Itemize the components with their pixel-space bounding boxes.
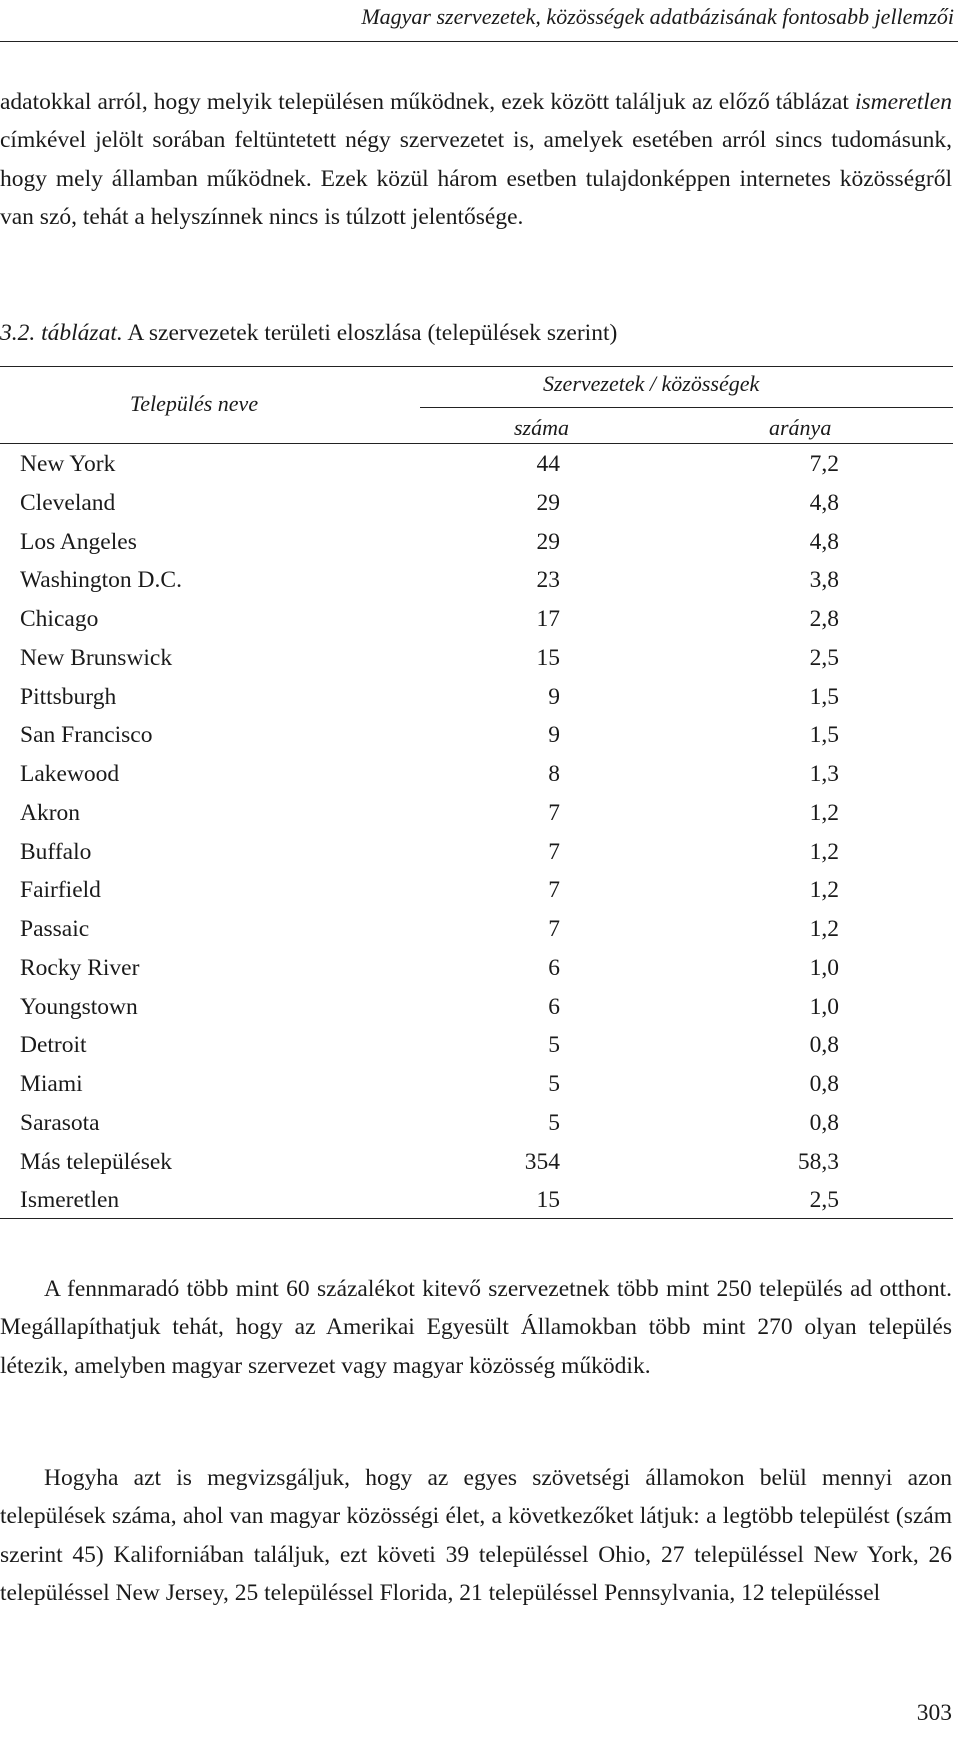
- city-cell: Más települések: [20, 1148, 173, 1175]
- table-row: [0, 716, 953, 755]
- city-cell: Passaic: [20, 916, 90, 942]
- count-cell: 15: [536, 644, 560, 671]
- header-count: száma: [514, 415, 570, 440]
- share-cell: 1,2: [809, 838, 839, 865]
- count-cell: 7: [548, 799, 560, 826]
- share-cell: 1,0: [809, 954, 839, 981]
- intro-text-1: adatokkal arról, hogy melyik településen működnek, ezek között találjuk az előző táblázat: [0, 89, 855, 115]
- city-cell: Chicago: [20, 606, 99, 632]
- table-row: [0, 678, 953, 717]
- city-cell: Pittsburgh: [20, 683, 117, 710]
- city-cell: Fairfield: [20, 877, 101, 904]
- count-cell: 15: [536, 1187, 560, 1214]
- city-cell: Washington D.C.: [20, 567, 182, 594]
- table-row: [0, 833, 953, 872]
- count-cell: 7: [548, 877, 560, 904]
- count-cell: 23: [536, 567, 560, 594]
- table-row: [0, 484, 953, 523]
- header-rule: [0, 41, 958, 42]
- table-row: [0, 1181, 953, 1220]
- share-cell: 2,5: [809, 1187, 839, 1214]
- share-cell: 1,5: [809, 722, 839, 749]
- table-row: [0, 445, 953, 484]
- city-cell: Cleveland: [20, 489, 116, 516]
- body-paragraph-1: A fennmaradó több mint 60 százalékot kitevő szervezetnek több mint 250 település ad otthont. Megállapíthatjuk tehát, hogy az Amerikai Egyesült Államokban több mint 270 olyan település létezik, amelyben magyar szervezet vagy magyar közösség működik.: [0, 1276, 952, 1379]
- city-cell: New Brunswick: [20, 644, 173, 671]
- share-cell: 58,3: [797, 1148, 839, 1175]
- table-caption-title: A szervezetek területi eloszlása (települések szerint): [122, 320, 618, 346]
- table-row: [0, 639, 953, 678]
- count-cell: 7: [548, 916, 560, 942]
- share-cell: 1,2: [809, 916, 839, 942]
- table-header-rule: [0, 443, 953, 444]
- count-cell: 29: [536, 489, 560, 516]
- table-row: [0, 988, 953, 1027]
- table-bottom-rule: [0, 1218, 953, 1219]
- table-row: [0, 1143, 953, 1182]
- header-settlement-name: Település neve: [130, 391, 259, 416]
- table-body: [0, 445, 953, 1220]
- table-row: [0, 871, 953, 910]
- table-row: [0, 949, 953, 988]
- intro-paragraph: [0, 83, 952, 237]
- city-cell: San Francisco: [20, 722, 153, 749]
- city-cell: Buffalo: [20, 838, 92, 865]
- table-row: [0, 794, 953, 833]
- share-cell: 4,8: [809, 528, 839, 555]
- city-cell: Rocky River: [20, 954, 140, 981]
- count-cell: 5: [548, 1109, 560, 1136]
- count-cell: 29: [536, 528, 560, 555]
- city-cell: New York: [20, 451, 116, 477]
- city-cell: Youngstown: [20, 993, 138, 1020]
- share-cell: 1,5: [809, 683, 839, 710]
- count-cell: 6: [548, 993, 560, 1020]
- city-cell: Ismeretlen: [20, 1187, 120, 1214]
- count-cell: 6: [548, 954, 560, 981]
- table-row: [0, 523, 953, 562]
- count-cell: 5: [548, 1071, 560, 1097]
- share-cell: 2,5: [809, 644, 839, 671]
- intro-italic-term: ismeretlen: [854, 89, 952, 115]
- count-cell: 9: [548, 722, 560, 749]
- table-caption-label: 3.2. táblázat.: [0, 320, 123, 346]
- page-number: 303: [916, 1700, 952, 1726]
- city-cell: Lakewood: [20, 761, 120, 787]
- share-cell: 0,8: [809, 1109, 839, 1136]
- count-cell: 17: [536, 606, 560, 632]
- header-organizations-group: Szervezetek / közösségek: [543, 371, 760, 396]
- running-head: Magyar szervezetek, közösségek adatbázisának fontosabb jellemzői: [361, 4, 954, 29]
- city-cell: Los Angeles: [20, 528, 137, 555]
- count-cell: 8: [548, 761, 560, 787]
- intro-text-2: címkével jelölt sorában feltüntetett négy szervezetet is, amelyek esetében arról sincs tudomásunk, hogy mely államban működnek. Ezek közül három esetben tulajdonképpen internetes közösségről van szó, tehát a helyszínnek nincs is túlzott jelentősége.: [0, 127, 952, 231]
- share-cell: 1,2: [809, 799, 839, 826]
- count-cell: 354: [524, 1148, 560, 1175]
- count-cell: 5: [548, 1032, 560, 1059]
- table-row: [0, 1104, 953, 1143]
- table-caption: [0, 318, 617, 348]
- city-cell: Detroit: [20, 1032, 87, 1059]
- share-cell: 0,8: [809, 1071, 839, 1097]
- table-row: [0, 561, 953, 600]
- share-cell: 1,3: [809, 761, 839, 787]
- table-row: [0, 600, 953, 639]
- table-row: [0, 1065, 953, 1104]
- share-cell: 7,2: [809, 451, 839, 477]
- share-cell: 1,0: [809, 993, 839, 1020]
- city-cell: Akron: [20, 799, 81, 826]
- table-group-rule: [420, 407, 953, 408]
- count-cell: 7: [548, 838, 560, 865]
- city-cell: Miami: [20, 1071, 83, 1097]
- table-row: [0, 1026, 953, 1065]
- city-cell: Sarasota: [20, 1109, 100, 1136]
- share-cell: 0,8: [809, 1032, 839, 1059]
- header-share: aránya: [769, 415, 832, 440]
- body-paragraph-2: Hogyha azt is megvizsgáljuk, hogy az egyes szövetségi államokon belül mennyi azon települések száma, ahol van magyar közösségi élet, a következőket látjuk: a legtöbb települést (szám szerint 45) Kaliforniában találjuk, ezt követi 39 településsel Ohio, 27 településsel New York, 26 településsel New Jersey, 25 településsel Florida, 21 településsel Pennsylvania, 12 településsel: [0, 1465, 952, 1607]
- share-cell: 4,8: [809, 489, 839, 516]
- share-cell: 2,8: [809, 606, 839, 632]
- count-cell: 9: [548, 683, 560, 710]
- table-row: [0, 755, 953, 794]
- table-top-rule: [0, 366, 953, 367]
- share-cell: 3,8: [809, 567, 839, 594]
- share-cell: 1,2: [809, 877, 839, 904]
- table-row: [0, 910, 953, 949]
- count-cell: 44: [536, 451, 560, 477]
